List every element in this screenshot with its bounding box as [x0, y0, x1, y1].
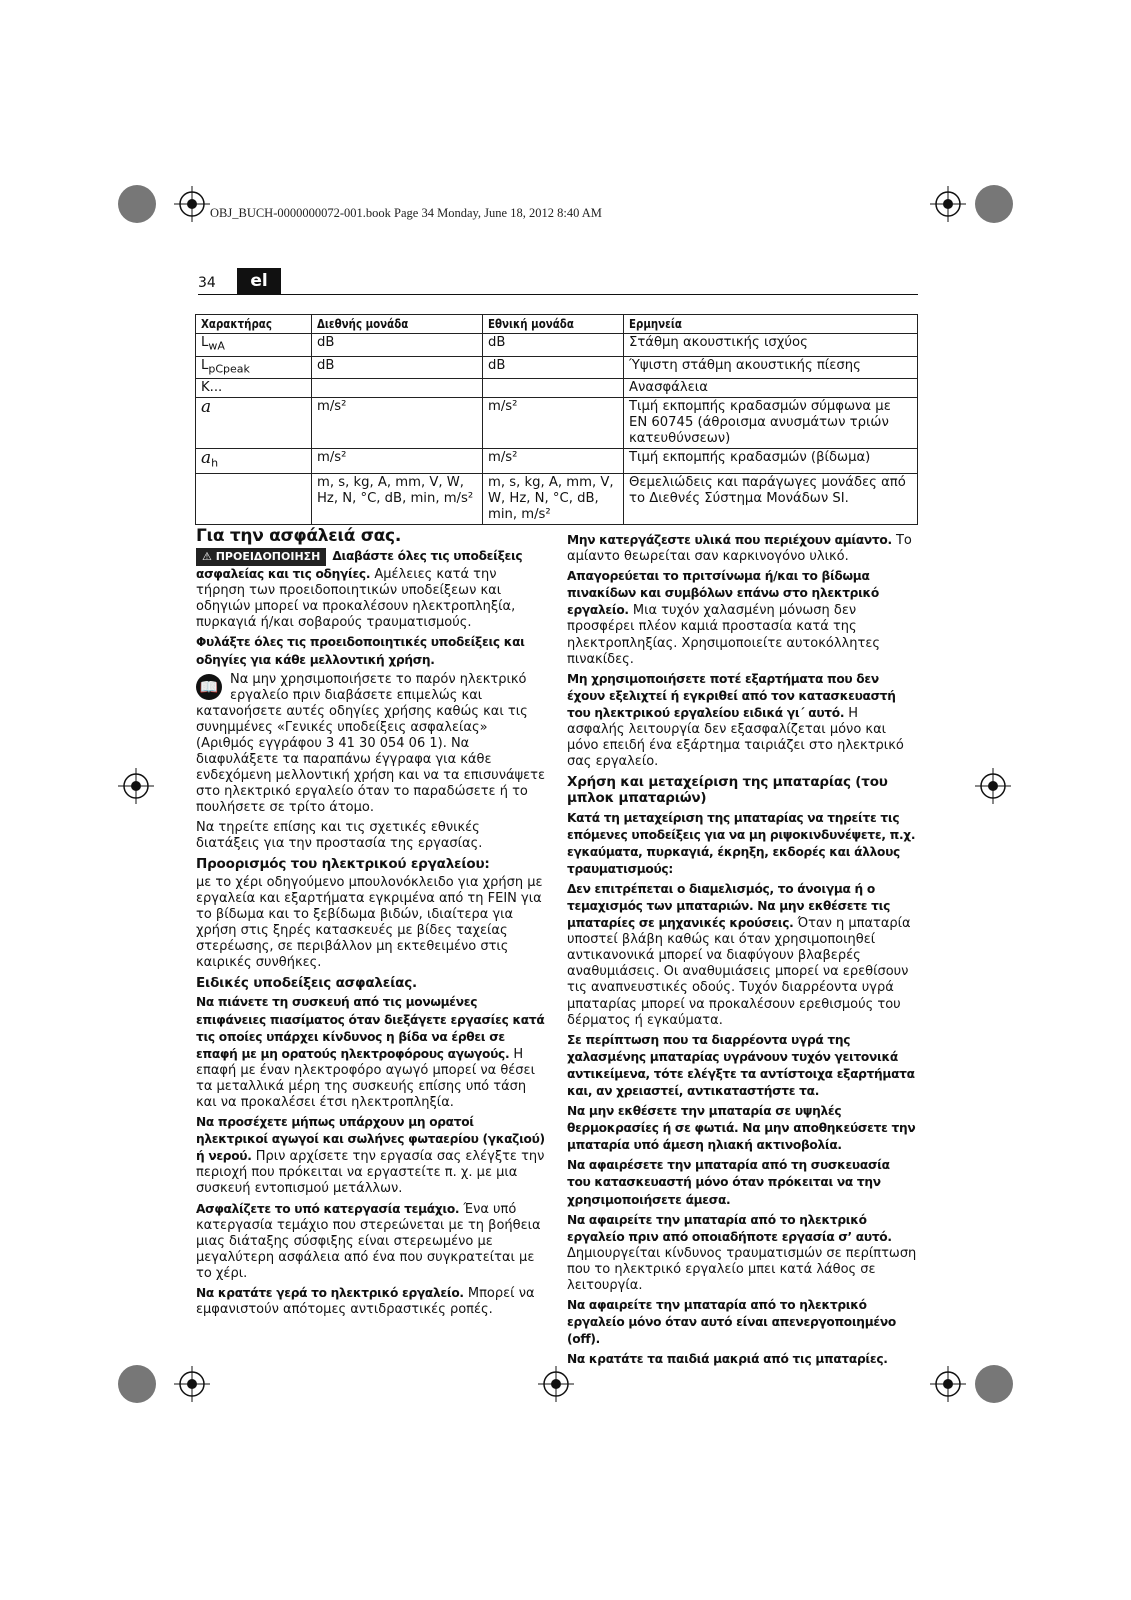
language-tab: el: [237, 268, 281, 294]
safety-item: [567, 1157, 917, 1208]
registration-mark-icon: [174, 1366, 210, 1402]
item-text: Μια τυχόν χαλασμένη μόνωση δεν προσφέρει πλέον καμιά προστασία κατά της ηλεκτροπληξίας. Χρησιμοποιείτε αυτοκόλλητες πινακίδες.: [567, 603, 880, 667]
table-row: [196, 449, 918, 474]
safety-item: [567, 881, 917, 1029]
item-bold: Ασφαλίζετε το υπό κατεργασία τεμάχιο.: [196, 1201, 460, 1216]
national-unit: [483, 379, 624, 398]
table-row: [196, 379, 918, 398]
registration-mark-icon: [930, 1366, 966, 1402]
item-bold: Να προσέχετε μήπως υπάρχουν μη ορατοί ηλεκτρικοί αγωγοί και σωλήνες φωταερίου (γκαζιού) ή νερού.: [196, 1115, 545, 1164]
item-bold: Κατά τη μεταχείριση της μπαταρίας να τηρείτε τις επόμενες υποδείξεις για να μη ριψοκινδυνέψετε, π.χ. εγκαύματα, πυρκαγιά, έκρηξη, εκδορές και άλλους τραυματισμούς:: [567, 810, 916, 876]
purpose-heading: Προορισμός του ηλεκτρικού εργαλείου:: [196, 855, 490, 872]
national-unit: m/s²: [483, 398, 624, 449]
book-header-line: OBJ_BUCH-0000000072-001.book Page 34 Monday, June 18, 2012 8:40 AM: [210, 206, 602, 220]
intl-unit: m/s²: [312, 398, 483, 449]
manual-text: Να μην χρησιμοποιήσετε το παρόν ηλεκτρικό εργαλείο πριν διαβάσετε επιμελώς και κατανοήσετε αυτές οδηγίες χρήσης καθώς και τις συνημμένες «Γενικές υποδείξεις ασφαλείας» (Αριθμός εγγράφου 3 41 30 054 06 1). Να διαφυλάξετε τα παραπάνω έγγραφα για κάθε ενδεχόμενη μελλοντική χρήση και να τα επισυνάψετε στο ηλεκτρικό εργαλείο όταν το παραδώσετε ή το πουλήσετε σε τρίτο άτομο.: [196, 671, 545, 816]
symbol-subscript: h: [211, 456, 219, 470]
meaning: Θεμελιώδεις και παράγωγες μονάδες από το Διεθνές Σύστημα Μονάδων SI.: [624, 473, 918, 524]
safety-item: [567, 671, 917, 771]
item-bold: Απαγορεύεται το πριτσίνωμα ή/και το βίδωμα πινακίδων και συμβόλων επάνω στο ηλεκτρικό εργαλείο.: [567, 569, 879, 618]
item-bold: Μη χρησιμοποιήσετε ποτέ εξαρτήματα που δεν έχουν εξελιχτεί ή εγκριθεί από τον κατασκευαστή του ηλεκτρικού εργαλείου ειδικά γι΄ αυτό.: [567, 671, 896, 720]
table-row: [196, 398, 918, 449]
item-bold: Μην κατεργάζεστε υλικά που περιέχουν αμίαντο.: [567, 533, 892, 547]
symbol: K...: [196, 379, 312, 398]
item-text: Η επαφή με έναν ηλεκτροφόρο αγωγό μπορεί να θέσει τα μεταλλικά μέρη της συσκευής επίσης υπό τάση και να προκαλέσει έτσι ηλεκτροπληξία.: [196, 1046, 535, 1110]
safety-item: [196, 1201, 546, 1282]
item-text: Πριν αρχίσετε την εργασία σας ελέγξτε την περιοχή που πρόκειται να εργαστείτε π. χ. με μια συσκευή εντοπισμού μετάλλων.: [196, 1149, 545, 1197]
section-title: Για την ασφάλειά σας.: [196, 526, 401, 546]
warning-bold: Διαβάστε όλες τις υποδείξεις ασφαλείας και τις οδηγίες.: [196, 549, 523, 582]
item-bold: Να μην εκθέσετε την μπαταρία σε υψηλές θερμοκρασίες ή σε φωτιά. Να μην αποθηκεύσετε την μπαταρία υπό άμεση ηλιακή ακτινοβολία.: [567, 1104, 916, 1153]
national-paragraph: Να τηρείτε επίσης και τις σχετικές εθνικές διατάξεις για την προστασία της εργασίας.: [196, 819, 483, 851]
item-bold: Να αφαιρέσετε την μπαταρία από τη συσκευασία του κατασκευαστή μόνο όταν πρόκειται να την χρησιμοποιήσετε άμεσα.: [567, 1158, 890, 1207]
keep-instructions: [196, 634, 546, 668]
warning-paragraph: [196, 548, 546, 631]
meaning: Τιμή εκπομπής κραδασμών (βίδωμα): [624, 449, 918, 474]
item-bold: Να αφαιρείτε την μπαταρία από το ηλεκτρικό εργαλείο πριν από οποιαδήποτε εργασία σ’ αυτό.: [567, 1212, 892, 1244]
color-disc-icon: [118, 1365, 156, 1403]
item-text: Η ασφαλής λειτουργία δεν εξασφαλίζεται μόνο και μόνο επειδή ένα εξάρτημα ταιριάζει στο ηλεκτρικό σας εργαλείο.: [567, 705, 904, 770]
color-disc-icon: [975, 185, 1013, 223]
item-bold: Να αφαιρείτε την μπαταρία από το ηλεκτρικό εργαλείο μόνο όταν αυτό είναι απενεργοποιημένο (off).: [567, 1298, 896, 1347]
safety-item: [196, 1285, 546, 1318]
safety-item: [567, 568, 917, 668]
registration-mark-icon: [975, 768, 1011, 804]
registration-mark-icon: [930, 186, 966, 222]
left-column: [196, 528, 546, 1321]
symbol-subscript: pCpeak: [208, 362, 250, 376]
table-row: [196, 356, 918, 379]
safety-item: [567, 1103, 917, 1154]
safety-item: [567, 1297, 917, 1348]
intl-unit: [312, 379, 483, 398]
column-header: Ερμηνεία: [629, 316, 682, 331]
national-unit: m/s²: [483, 449, 624, 474]
header-rule: [198, 294, 918, 295]
safety-item: [567, 1212, 917, 1294]
symbol: a: [201, 397, 212, 418]
right-column: [567, 532, 917, 1372]
warning-badge: ⚠ ΠΡΟΕΙΔΟΠΟΙΗΣΗ: [196, 548, 326, 566]
color-disc-icon: [118, 185, 156, 223]
warning-label: ΠΡΟΕΙΔΟΠΟΙΗΣΗ: [215, 550, 321, 564]
item-bold: Να κρατάτε τα παιδιά μακριά από τις μπαταρίες.: [567, 1352, 888, 1367]
intl-unit: dB: [312, 356, 483, 379]
safety-item: [567, 532, 917, 565]
page-number: 34: [198, 275, 216, 291]
safety-item: [196, 1114, 546, 1197]
keep-bold: Φυλάξτε όλες τις προειδοποιητικές υποδείξεις και οδηγίες για κάθε μελλοντική χρήση.: [196, 635, 525, 667]
safety-item: [196, 994, 546, 1111]
item-bold: Να κρατάτε γερά το ηλεκτρικό εργαλείο.: [196, 1286, 464, 1301]
purpose-paragraph: με το χέρι οδηγούμενο μπουλονόκλειδο για χρήση με εργαλεία και εξαρτήματα εγκριμένα από τη FEIN για το βίδωμα και το ξεβίδωμα βιδών, ιδιαίτερα για χρήση στις ξηρές κατασκευές με βίδες ταχείας στερέωσης, σε περιβάλλον μη εκτεθειμένο στις καιρικές συνθήκες.: [196, 874, 543, 971]
registration-mark-icon: [174, 186, 210, 222]
intl-unit: m, s, kg, A, mm, V, W, Hz, N, °C, dB, min, m/s²: [312, 473, 483, 524]
item-text: Ένα υπό κατεργασία τεμάχιο που στερεώνεται με τη βοήθεια μιας διάταξης σύσφιξης είναι στερεωμένο με μεγαλύτερη ασφάλεια από ένα που συγκρατείται με το χέρι.: [196, 1201, 541, 1281]
table-row: [196, 334, 918, 357]
item-text: Δημιουργείται κίνδυνος τραυματισμών σε περίπτωση που το ηλεκτρικό εργαλείο μπει κατά λάθος σε λειτουργία.: [567, 1245, 917, 1294]
item-text: Όταν η μπαταρία υποστεί βλάβη καθώς και όταν χρησιμοποιηθεί αντικανονικά μπορεί να διαφύγουν βλαβερές αναθυμιάσεις. Οι αναθυμιάσεις μπορεί να ερεθίσουν τις αναπνευστικές οδούς. Τυχόν διαρρέοντα υγρά μπαταρίας μπορεί να προκαλέσουν ερεθισμούς του δέρματος ή εγκαύματα.: [567, 916, 911, 1028]
manual-paragraph: [196, 672, 546, 817]
item-bold: Δεν επιτρέπεται ο διαμελισμός, το άνοιγμα ή ο τεμαχισμός των μπαταριών. Να μην εκθέσετε τις μπαταρίες σε μηχανικές κρούσεις.: [567, 881, 891, 931]
item-text: Το αμίαντο θεωρείται σαν καρκινογόνο υλικό.: [567, 533, 912, 565]
column-header: Διεθνής μονάδα: [317, 316, 409, 331]
meaning: Στάθμη ακουστικής ισχύος: [624, 334, 918, 357]
item-bold: Να πιάνετε τη συσκευή από τις μονωμένες επιφάνειες πιασίματος όταν διεξάγετε εργασίες κατά τις οποίες υπάρχει κίνδυνος η βίδα να έρθει σε επαφή με μη ορατούς ηλεκτροφόρους αγωγούς.: [196, 995, 545, 1061]
read-manual-icon: 📖: [196, 674, 222, 700]
safety-item: [567, 1351, 917, 1368]
column-header: Χαρακτήρας: [201, 316, 272, 331]
table-header-row: [196, 315, 918, 334]
symbol-subscript: wA: [208, 339, 225, 353]
intl-unit: dB: [312, 334, 483, 357]
symbol: L: [201, 335, 209, 350]
national-unit: dB: [483, 356, 624, 379]
symbol: L: [201, 357, 209, 373]
warning-text: Αμέλειες κατά την τήρηση των προειδοποιητικών υποδείξεων και οδηγιών μπορεί να προκαλέσουν ηλεκτροπληξία, πυρκαγιά ή/και σοβαρούς τραυματισμούς.: [196, 567, 516, 631]
national-unit: m, s, kg, A, mm, V, W, Hz, N, °C, dB, min, m/s²: [483, 473, 624, 524]
safety-item: [567, 1032, 917, 1100]
registration-mark-icon: [118, 768, 154, 804]
national-unit: dB: [483, 334, 624, 357]
spec-table: [195, 314, 918, 525]
battery-heading: Χρήση και μεταχείριση της μπαταρίας (του μπλοκ μπαταριών): [567, 774, 888, 807]
intl-unit: m/s²: [312, 449, 483, 474]
column-header: Εθνική μονάδα: [488, 316, 574, 331]
meaning: Ανασφάλεια: [624, 379, 918, 398]
meaning: Ύψιστη στάθμη ακουστικής πίεσης: [624, 356, 918, 379]
symbol: a: [201, 448, 212, 469]
symbol: [196, 473, 312, 524]
special-heading: Ειδικές υποδείξεις ασφαλείας.: [196, 975, 417, 992]
item-bold: Σε περίπτωση που τα διαρρέοντα υγρά της χαλασμένης μπαταρίας υγράνουν τυχόν γειτονικά αντικείμενα, τότε ελέγξτε τα αντίστοιχα εξαρτήματα και, αν χρειαστεί, αντικαταστήστε τα.: [567, 1032, 915, 1098]
safety-item: [567, 810, 917, 878]
meaning: Τιμή εκπομπής κραδασμών σύμφωνα με EN 60745 (άθροισμα ανυσμάτων τριών κατευθύνσεων): [624, 398, 918, 449]
color-disc-icon: [975, 1365, 1013, 1403]
item-text: Μπορεί να εμφανιστούν απότομες αντιδραστικές ροπές.: [196, 1286, 535, 1318]
table-row: [196, 473, 918, 524]
